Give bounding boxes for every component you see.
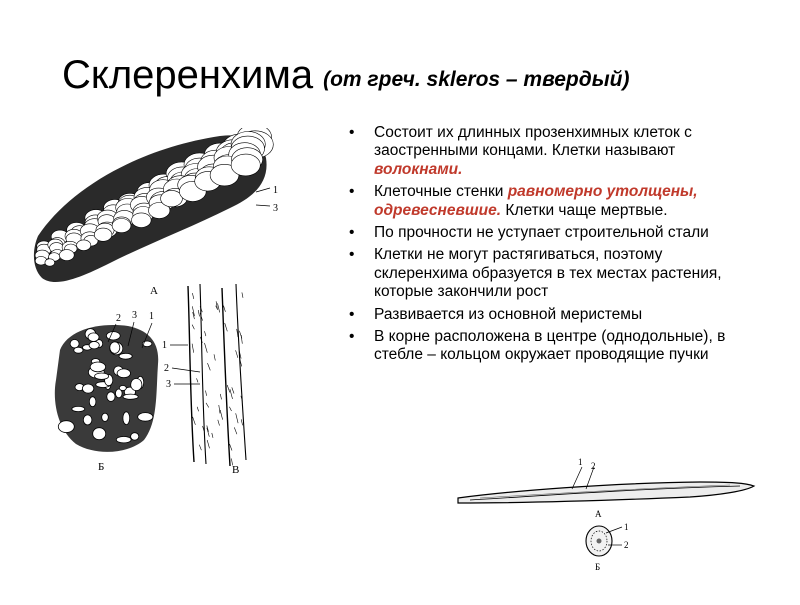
bullet-text: Состоит их длинных прозенхимных клеток с заостренными концами. Клетки называют	[374, 124, 692, 160]
bullet-text: В корне расположена в центре (однодольные), в стебле – кольцом окружает проводящие пучки	[374, 328, 726, 364]
figure-a-label-1: 1	[273, 185, 278, 196]
figure-a-label: А	[150, 285, 158, 297]
bullet-text: Развивается из основной меристемы	[374, 305, 643, 323]
figure-b-cell-cluster	[48, 302, 168, 472]
title-main: Склеренхима	[62, 53, 314, 97]
section-label-2: 2	[624, 540, 629, 550]
figure-long-fiber	[450, 455, 770, 605]
section-label-b: Б	[595, 562, 601, 572]
figure-v-label-1: 1	[162, 340, 167, 351]
fiber-label-1: 1	[578, 457, 583, 467]
figure-v-label-2: 2	[164, 363, 169, 374]
bullet-highlight: волокнами.	[374, 160, 463, 178]
bullet-item	[346, 306, 756, 324]
bullet-text: Клетки чаще мертвые.	[501, 201, 668, 219]
figure-v-label-3: 3	[166, 379, 171, 390]
figure-v-fibers	[160, 280, 270, 480]
figure-b-label-3: 3	[132, 310, 137, 321]
bullet-item	[346, 224, 756, 242]
bullet-item	[346, 124, 756, 179]
bullet-text: Клеточные стенки	[374, 183, 508, 201]
bullet-item	[346, 183, 756, 220]
title-subtitle: (от греч. skleros – твердый)	[323, 68, 630, 91]
figure-b-label-1: 1	[149, 311, 154, 322]
slide-title	[62, 50, 630, 107]
bullet-list	[346, 124, 756, 369]
figure-b-label-2: 2	[116, 313, 121, 324]
bullet-text: Клетки не могут растягиваться, поэтому склеренхима образуется в тех местах растения, которые закончили рост	[374, 246, 722, 301]
figure-a-cross-section	[30, 128, 290, 298]
bullet-item	[346, 246, 756, 301]
bullet-highlight: равномерно утолщены, одревесневшие.	[374, 183, 698, 219]
bullet-item	[346, 328, 756, 365]
section-label-a: А	[595, 509, 602, 519]
figure-a-label-3: 3	[273, 203, 278, 214]
figure-b-label: Б	[98, 461, 105, 472]
fiber-label-2: 2	[591, 461, 596, 471]
section-label-1: 1	[624, 522, 629, 532]
figure-v-label: В	[232, 464, 240, 476]
bullet-text: По прочности не уступает строительной стали	[374, 224, 709, 242]
